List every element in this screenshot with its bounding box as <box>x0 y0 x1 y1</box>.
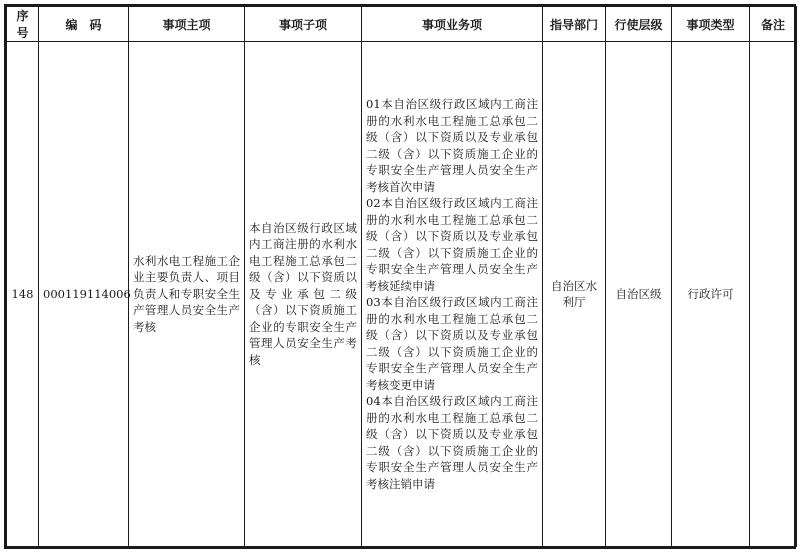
cell-type: 行政许可 <box>672 42 750 547</box>
cell-code: 000119114006 <box>39 42 129 547</box>
table-header-row <box>7 7 797 42</box>
header-main-item: 事项主项 <box>129 7 245 42</box>
header-type: 事项类型 <box>672 7 750 42</box>
table-row <box>7 42 797 547</box>
cell-business: 01本自治区级行政区域内工商注册的水利水电工程施工总承包二级（含）以下资质以及专业承包二级（含）以下资质施工企业的专职安全生产管理人员安全生产考核首次申请 02本自治区级行政区域内工商注册的水利水电工程施工总承包二级（含）以下资质以及专业承包二级（含）以下资质施工企业的专职安全生产管理人员安全生产考核延续申请 03本自治区级行政区域内工商注册的水利水电工程施工总承包二级（含）以下资质以及专业承包二级（含）以下资质施工企业的专职安全生产管理人员安全生产考核变更申请 04本自治区级行政区域内工商注册的水利水电工程施工总承包二级（含）以下资质以及专业承包二级（含）以下资质施工企业的专职安全生产管理人员安全生产考核注销申请 <box>362 42 543 547</box>
header-sub-item: 事项子项 <box>245 7 362 42</box>
cell-level: 自治区级 <box>606 42 672 547</box>
cell-note <box>750 42 797 547</box>
header-level: 行使层级 <box>606 7 672 42</box>
header-note: 备注 <box>750 7 797 42</box>
cell-seq: 148 <box>7 42 39 547</box>
header-code: 编 码 <box>39 7 129 42</box>
header-dept: 指导部门 <box>543 7 606 42</box>
document-page <box>4 4 796 549</box>
admin-matters-table <box>6 6 797 547</box>
header-seq: 序号 <box>7 7 39 42</box>
cell-sub-item: 本自治区级行政区域内工商注册的水利水电工程施工总承包二级（含）以下资质以及专业承包二级（含）以下资质施工企业的专职安全生产管理人员安全生产考核 <box>245 42 362 547</box>
cell-main-item: 水利水电工程施工企业主要负责人、项目负责人和专职安全生产管理人员安全生产考核 <box>129 42 245 547</box>
header-business: 事项业务项 <box>362 7 543 42</box>
cell-dept: 自治区水利厅 <box>543 42 606 547</box>
